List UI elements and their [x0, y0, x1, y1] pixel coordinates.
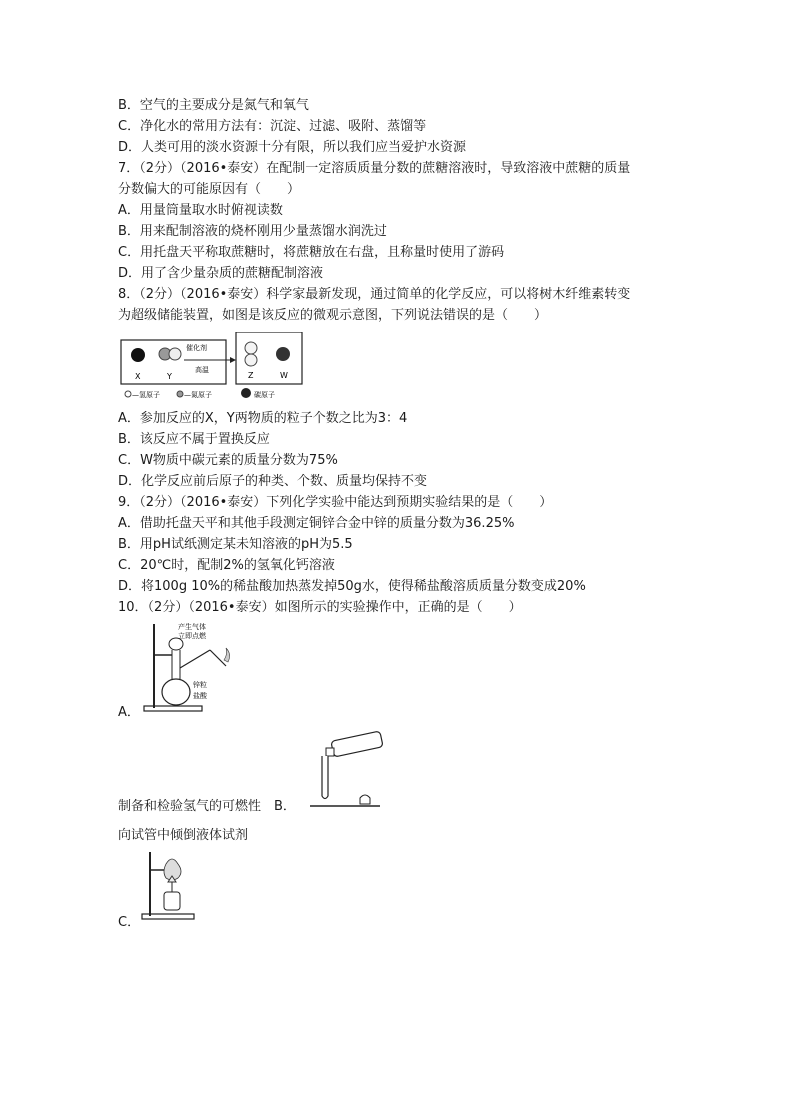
legend-nitrogen: —氮原子: [184, 391, 212, 399]
option-b-q7: B．用来配制溶液的烧杯刚用少量蒸馏水润洗过: [118, 224, 387, 239]
question-9-stem: 9．（2分）（2016•泰安）下列化学实验中能达到预期实验结果的是（ ）: [118, 495, 553, 510]
legend-hydrogen: —氢原子: [132, 391, 160, 399]
w-molecule-icon: [276, 347, 290, 361]
option-b-q8: B．该反应不属于置换反应: [118, 432, 270, 447]
option-b-q6: B．空气的主要成分是氮气和氧气: [118, 98, 309, 113]
option-d-q9: D．将100g 10%的稀盐酸加热蒸发掉50g水，使得稀盐酸溶质质量分数变成20%: [118, 579, 586, 594]
question-7-stem: 7．（2分）（2016•泰安）在配制一定溶质质量分数的蔗糖溶液时，导致溶液中蔗糖的质量: [118, 161, 631, 176]
question-10-stem: 10．（2分）（2016•泰安）如图所示的实验操作中，正确的是（ ）: [118, 600, 522, 615]
option-a-q10-label: A．: [118, 705, 140, 720]
label-x: X: [135, 372, 141, 381]
arrow-top-label: 催化剂: [186, 344, 207, 352]
label-hcl: 盐酸: [193, 692, 207, 700]
option-a-q7: A．用量筒量取水时俯视读数: [118, 203, 283, 218]
option-c-q6: C．净化水的常用方法有：沉淀、过滤、吸附、蒸馏等: [118, 119, 427, 134]
question-8-stem: 8．（2分）（2016•泰安）科学家最新发现，通过简单的化学反应，可以将树木纤维素转变: [118, 287, 631, 302]
question-7-stem-cont: 分数偏大的可能原因有（ ）: [118, 182, 301, 197]
caption-gas-2: 立即点燃: [178, 632, 206, 640]
option-d-q6: D．人类可用的淡水资源十分有限，所以我们应当爱护水资源: [118, 140, 467, 155]
option-b-q9: B．用pH试纸测定某未知溶液的pH为5.5: [118, 537, 353, 552]
label-zinc: 锌粒: [193, 681, 207, 689]
reaction-diagram: [118, 332, 304, 402]
label-z: Z: [248, 371, 254, 380]
heating-apparatus-figure: [140, 850, 206, 922]
option-c-q9: C．20℃时，配制2%的氢氧化钙溶液: [118, 558, 335, 573]
option-a-q9: A．借助托盘天平和其他手段测定铜锌合金中锌的质量分数为36.25%: [118, 516, 515, 531]
x-molecule-icon: [131, 348, 145, 362]
caption-gas-1: 产生气体: [178, 623, 206, 631]
option-a-q10-caption: 制备和检验氢气的可燃性 B．: [118, 799, 296, 814]
option-d-q8: D．化学反应前后原子的种类、个数、质量均保持不变: [118, 474, 428, 489]
pouring-liquid-figure: [308, 728, 390, 810]
option-b-q10-caption: 向试管中倾倒液体试剂: [118, 828, 249, 843]
option-a-q8: A．参加反应的X，Y两物质的粒子个数之比为3：4: [118, 411, 408, 426]
arrow-bottom-label: 高温: [195, 366, 209, 374]
option-c-q8: C．W物质中碳元素的质量分数为75%: [118, 453, 338, 468]
label-w: W: [280, 371, 288, 380]
label-y: Y: [167, 372, 172, 381]
legend-carbon: 碳原子: [254, 391, 275, 399]
question-8-stem-cont: 为超级储能装置，如图是该反应的微观示意图，下列说法错误的是（ ）: [118, 308, 548, 323]
option-d-q7: D．用了含少量杂质的蔗糖配制溶液: [118, 266, 324, 281]
option-c-q7: C．用托盘天平称取蔗糖时，将蔗糖放在右盘，且称量时使用了游码: [118, 245, 505, 260]
option-c-q10-label: C．: [118, 915, 141, 930]
apparatus-hydrogen-figure: [138, 620, 238, 715]
